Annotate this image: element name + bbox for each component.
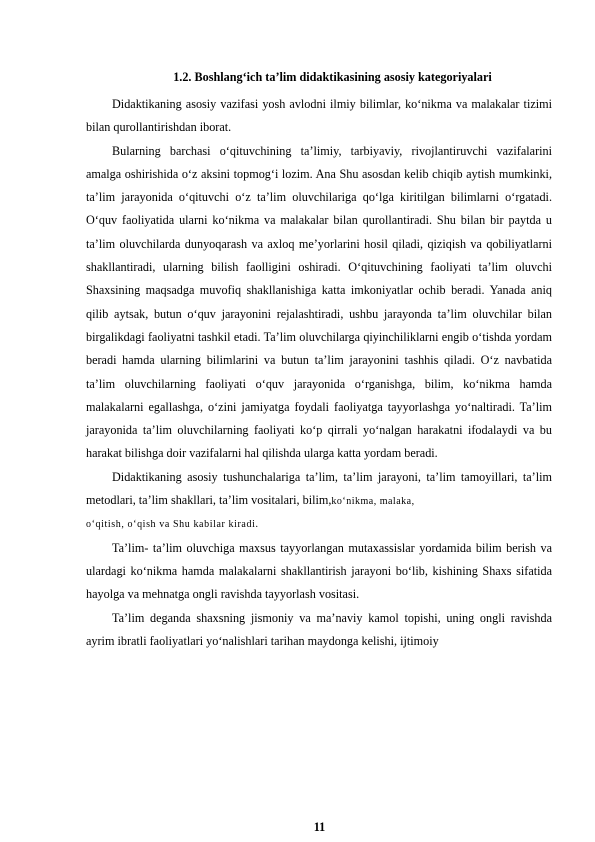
paragraph-2: Bularning barchasi o‘qituvchining ta’limiy, tarbiyaviy, rivojlantiruvchi vazifalarini amalga oshirishida o‘z aksini topmog‘i lozim. Ana Shu asosdan kelib chiqib aytish mumkinki, ta’lim jarayonida o‘qituvchi o‘z ta’lim oluvchilariga qo‘lga kiritilgan bilimlarni o‘rgatadi. O‘quv faoliyatida ularni ko‘nikma va malakalar bilan qurollantiradi. Shu bilan bir paytda u ta’lim oluvchilarda dunyoqarash va axloq me’yorlarini hosil qiladi, qiziqish va qobiliyatlarni shakllantiradi, ularning bilish faolligini oshiradi. O‘qituvchining faoliyati ta’lim oluvchi Shaxsining maqsadga muvofiq shakllanishiga katta imkoniyatlar ochib beradi. Yanada aniq qilib aytsak, butun o‘quv jarayonini rejalashtiradi, ushbu jarayonda ta’lim oluvchilar bilan birgalikdagi faoliyatni tashkil etadi. Ta’lim oluvchilarga qiyinchiliklarni engib o‘tishda yordam beradi hamda ularning bilimlarini va butun ta’lim jarayonini tashhis qiladi. O‘z navbatida ta’lim oluvchilarning faoliyati o‘quv jarayonida o‘rganishga, bilim, ko‘nikma hamda malakalarni egallashga, o‘zini jamiyatga foydali faoliyatga tayyorlashga yo‘naltiradi. Ta’lim jarayonida ta’lim oluvchilarning faoliyati ko‘p qirrali yo‘nalgan harakatni ifodalaydi va bu harakat bilishga doir vazifalarni hal qilishda ularga katta yordam beradi. [86, 143, 552, 461]
page-number: 11 [313, 820, 326, 834]
paragraph-3-small-inline: ko‘nikma, malaka, [331, 496, 415, 508]
paragraph-3-main: Didaktikaning asosiy tushunchalariga ta’lim, ta’lim jarayoni, ta’lim tamoyillari, ta’lim metodlari, ta’lim shakllari, ta’lim vositalari, bilim, [86, 469, 552, 508]
paragraph-1: Didaktikaning asosiy vazifasi yosh avlodni ilmiy bilimlar, ko‘nikma va malakalar tizimi bilan qurollantirishdan iborat. [86, 97, 552, 135]
section-title: 1.2. Boshlang‘ich ta’lim didaktikasining asosiy kategoriyalari [173, 70, 492, 84]
paragraph-5: Ta’lim deganda shaxsning jismoniy va ma’naviy kamol topishi, uning ongli ravishda ayrim ibratli faoliyatlari yo‘nalishlari tarihan maydonga kelishi, ijtimoiy [86, 610, 552, 648]
paragraph-3-small-line: o‘qitish, o‘qish va Shu kabilar kiradi. [86, 519, 259, 531]
paragraph-4: Ta’lim- ta’lim oluvchiga maxsus tayyorlangan mutaxassislar yordamida bilim berish va ulardagi ko‘nikma hamda malakalarni shakllantirish jarayoni bo‘lib, kishining Shaxs sifatida hayolga va mehnatga ongli ravishda tayyorlash vositasi. [86, 540, 552, 602]
body-text [86, 93, 552, 653]
paragraph-3 [86, 466, 552, 514]
